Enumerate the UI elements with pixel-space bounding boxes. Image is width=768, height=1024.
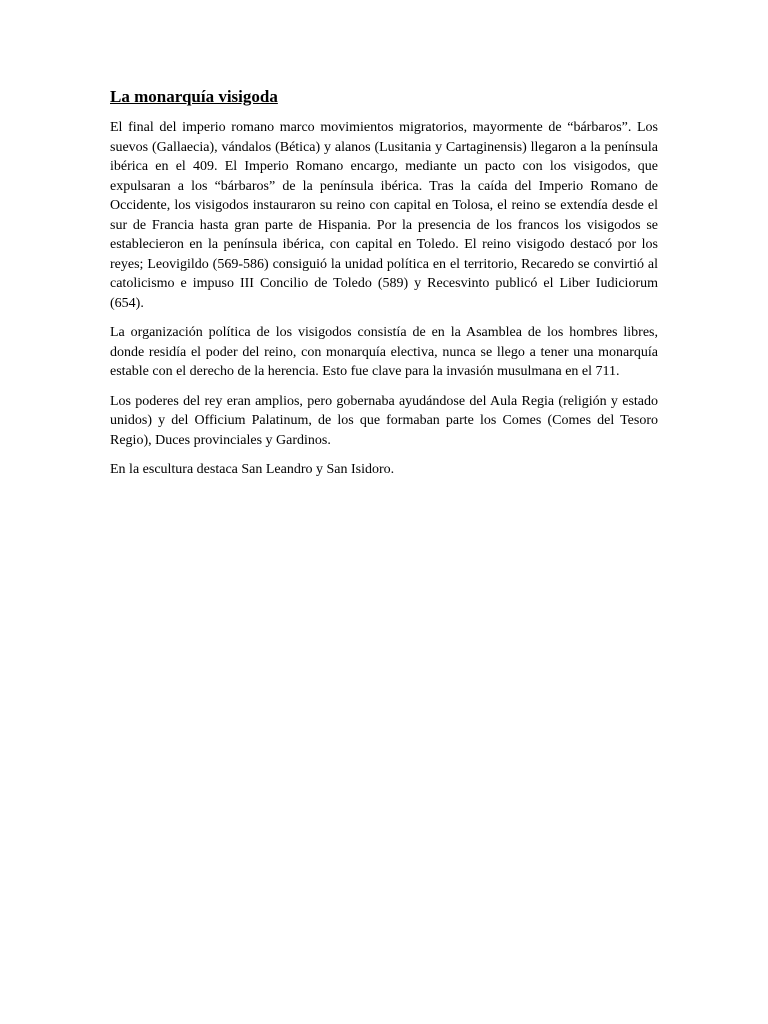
paragraph-royal-powers: Los poderes del rey eran amplios, pero gobernaba ayudándose del Aula Regia (religión y estado unidos) y del Officium Palatinum, de los que formaban parte los Comes (Comes del Tesoro Regio), Duces provinciales y Gardinos. — [110, 393, 658, 448]
paragraph-sculpture: En la escultura destaca San Leandro y San Isidoro. — [110, 462, 395, 477]
document-body — [110, 86, 658, 490]
document-title: La monarquía visigoda — [110, 87, 278, 106]
paragraph-migrations: El final del imperio romano marco movimientos migratorios, mayormente de “bárbaros”. Los suevos (Gallaecia), vándalos (Bética) y alanos (Lusitania y Cartaginensis) llegaron a la península ibérica en el 409. El Imperio Romano encargo, mediante un pacto con los visigodos, que expulsaran a los “bárbaros” de la península ibérica. Tras la caída del Imperio Romano de Occidente, los visigodos instauraron su reino con capital en Tolosa, el reino se extendía desde el sur de Francia hasta gran parte de Hispania. Por la presencia de los francos los visigodos se establecieron en la península ibérica, con capital en Toledo. El reino visigodo destacó por los reyes; Leovigildo (569-586) consiguió la unidad política en el territorio, Recaredo se convirtió al catolicismo e impuso III Concilio de Toledo (589) y Recesvinto publicó el Liber Iudiciorum (654). — [110, 120, 658, 311]
paragraph-political-organization: La organización política de los visigodos consistía de en la Asamblea de los hombres libres, donde residía el poder del reino, con monarquía electiva, nunca se llego a tener una monarquía estable con el derecho de la herencia. Esto fue clave para la invasión musulmana en el 711. — [110, 325, 658, 379]
